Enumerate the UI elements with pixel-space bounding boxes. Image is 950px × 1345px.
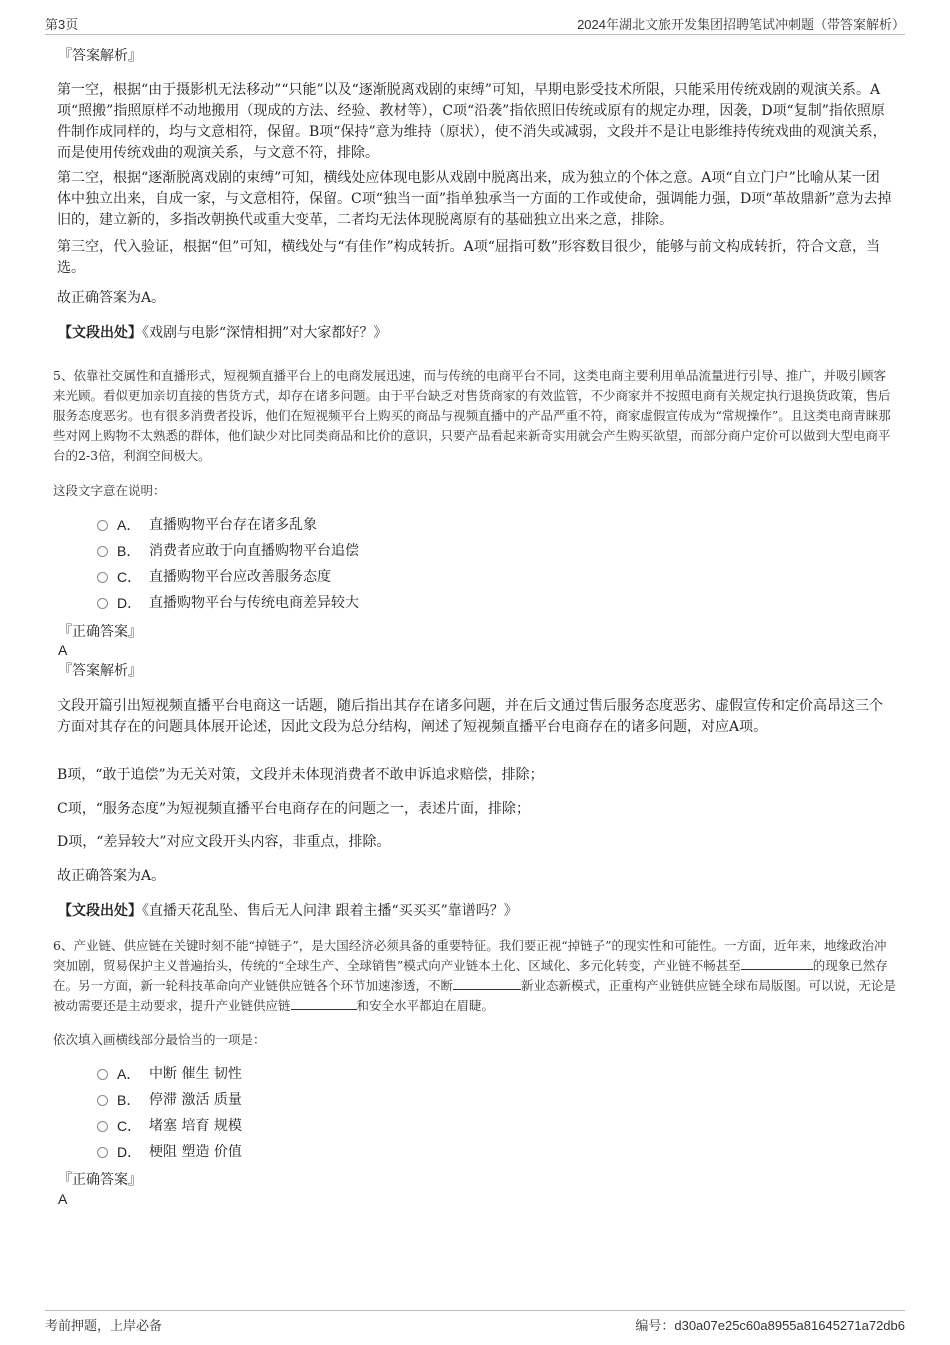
radio-icon[interactable]	[97, 1095, 108, 1106]
radio-icon[interactable]	[97, 1069, 108, 1080]
option-text: 直播购物平台应改善服务态度	[149, 569, 331, 585]
analysis-paragraph: 第三空，代入验证，根据“但”可知，横线处与“有佳作”构成转折。A项“屈指可数”形容数目很少，能够与前文构成转折，符合文意，当选。	[57, 239, 881, 276]
stem-part: 的现象已然存在。另一方面，新一轮科技革命向产业链供应链各个环节加速渗透，不断	[53, 958, 888, 993]
stem-part: 新业态新模式，正重构产业链供应链全球布局版图。可以说，无论是被动需要还是主动要求，提升产业链供应链	[53, 978, 897, 1013]
correct-answer-label: 『正确答案』	[58, 1172, 142, 1188]
option-c[interactable]	[97, 1115, 242, 1137]
option-c[interactable]	[97, 566, 331, 588]
page-number: 第3页	[45, 17, 79, 32]
option-text: 直播购物平台与传统电商差异较大	[149, 595, 359, 611]
option-text: 堵塞 培育 规模	[149, 1118, 242, 1134]
question-stem: 5、依靠社交属性和直播形式，短视频直播平台上的电商发展迅速，而与传统的电商平台不同，这类电商主要利用单品流量进行引导、推广，并吸引顾客来光顾。看似更加亲切直接的售货方式，却存在诸多问题。由于平台缺乏对售货商家的有效监管，不少商家并不按照电商有关规定执行退换货政策，售后服务态度恶劣。也有很多消费者投诉，他们在短视频平台上购买的商品与视频直播中的产品严重不符，商家虚假宣传成为“常规操作”。且这类电商青睐那些对网上购物不太熟悉的群体，他们缺少对比同类商品和比价的意识，只要产品看起来新奇实用就会产生购买欲望，而部分商户定价可以做到大型电商平台的2-3倍，利润空间极大。	[53, 368, 891, 463]
analysis-paragraph: 第一空，根据“由于摄影机无法移动”“只能”以及“逐渐脱离戏剧的束缚”可知，早期电影受技术所限，只能采用传统戏剧的观演关系。A项“照搬”指照原样不动地搬用（现成的方法、经验、教材等），C项“沿袭”指依照旧传统或原有的规定办理，因袭，D项“复制”指依照原件制作成同样的，均与文意相符，保留。B项“保持”意为维持（原状），使不消失或减弱，文段并不是让电影维持传统戏曲的观演关系，而是使用传统戏曲的观演关系，与文意不符，排除。	[57, 82, 887, 161]
source-text: 《戏剧与电影“深情相拥”对大家都好？》	[142, 325, 388, 341]
analysis-paragraph: D项，“差异较大”对应文段开头内容，非重点，排除。	[57, 834, 391, 850]
analysis-paragraph: C项，“服务态度”为短视频直播平台电商存在的问题之一，表述片面，排除；	[57, 801, 531, 817]
radio-icon[interactable]	[97, 572, 108, 583]
source-citation	[58, 901, 518, 921]
radio-icon[interactable]	[97, 546, 108, 557]
question-prompt: 这段文字意在说明：	[53, 483, 166, 498]
page-footer	[45, 1310, 905, 1333]
correct-answer: A	[58, 642, 68, 658]
option-letter: A．	[117, 1066, 141, 1082]
page-header	[45, 14, 905, 35]
code-value: d30a07e25c60a8955a81645271a72db6	[674, 1318, 905, 1333]
analysis-label: 『答案解析』	[58, 48, 142, 64]
code-label: 编号：	[635, 1318, 675, 1333]
option-letter: C．	[117, 569, 142, 585]
option-text: 中断 催生 韧性	[149, 1066, 242, 1082]
conclusion: 故正确答案为A。	[57, 290, 166, 306]
option-text: 直播购物平台存在诸多乱象	[149, 517, 317, 533]
analysis-paragraph: B项，“敢于追偿”为无关对策，文段并未体现消费者不敢申诉追求赔偿，排除；	[57, 767, 544, 783]
option-a[interactable]	[97, 1063, 242, 1085]
option-a[interactable]	[97, 514, 317, 536]
option-letter: C．	[117, 1118, 142, 1134]
option-text: 停滞 激活 质量	[149, 1092, 242, 1108]
analysis-paragraph: 第二空，根据“逐渐脱离戏剧的束缚”可知，横线处应体现电影从戏剧中脱离出来，成为独立的个体之意。A项“自立门户”比喻从某一团体中独立出来，自成一家，与文意相符，保留。C项“独当一面”指单独承当一方面的工作或使命，强调能力强，D项“革故鼎新”意为去掉旧的，建立新的，多指改朝换代或重大变革，二者均无法体现脱离原有的基础独立出来之意，排除。	[57, 170, 892, 228]
radio-icon[interactable]	[97, 598, 108, 609]
stem-part: 和安全水平都迫在眉睫。	[356, 998, 495, 1013]
option-d[interactable]	[97, 1141, 242, 1163]
question-prompt: 依次填入画横线部分最恰当的一项是：	[53, 1032, 266, 1047]
option-letter: B．	[117, 543, 141, 559]
document-title: 2024年湖北文旅开发集团招聘笔试冲刺题（带答案解析）	[577, 17, 905, 32]
radio-icon[interactable]	[97, 1121, 108, 1132]
radio-icon[interactable]	[97, 1147, 108, 1158]
fill-blank	[741, 957, 813, 970]
option-b[interactable]	[97, 540, 359, 562]
option-text: 梗阻 塑造 价值	[149, 1144, 242, 1160]
analysis-label: 『答案解析』	[58, 663, 142, 679]
question-stem	[53, 936, 898, 1016]
source-text: 《直播天花乱坠、售后无人问津 跟着主播“买买买”靠谱吗？》	[142, 903, 518, 919]
option-letter: D．	[117, 595, 142, 611]
fill-blank	[453, 977, 521, 990]
option-letter: A．	[117, 517, 141, 533]
source-label: 【文段出处】	[58, 325, 142, 341]
source-citation	[58, 323, 387, 343]
source-label: 【文段出处】	[58, 903, 142, 919]
option-d[interactable]	[97, 592, 359, 614]
conclusion: 故正确答案为A。	[57, 868, 166, 884]
fill-blank	[291, 997, 357, 1010]
option-b[interactable]	[97, 1089, 242, 1111]
stem-part: 6、产业链、供应链在关键时刻不能“掉链子”，是大国经济必须具备的重要特征。我们要正视“掉链子”的现实性和可能性。一方面，近年来，地缘政治冲突加剧，贸易保护主义普遍抬头，传统的“全球生产、全球销售”模式向产业链本土化、区域化、多元化转变，产业链不畅甚至	[53, 938, 887, 973]
footer-slogan: 考前押题，上岸必备	[45, 1318, 163, 1333]
analysis-paragraph: 文段开篇引出短视频直播平台电商这一话题，随后指出其存在诸多问题，并在后文通过售后服务态度恶劣、虚假宣传和定价高昂这三个方面对其存在的问题具体展开论述，因此文段为总分结构，阐述了短视频直播平台电商存在的诸多问题，对应A项。	[57, 698, 883, 735]
document-code	[635, 1315, 905, 1334]
radio-icon[interactable]	[97, 520, 108, 531]
correct-answer: A	[58, 1191, 68, 1207]
correct-answer-label: 『正确答案』	[58, 624, 142, 640]
option-letter: B．	[117, 1092, 141, 1108]
option-text: 消费者应敢于向直播购物平台追偿	[149, 543, 359, 559]
option-letter: D．	[117, 1144, 142, 1160]
